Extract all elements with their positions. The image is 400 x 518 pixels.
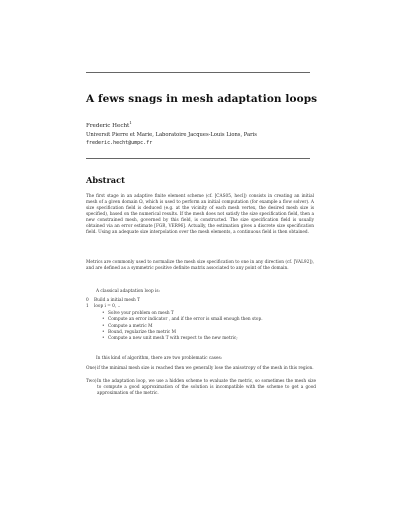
algorithm-bullet	[86, 336, 316, 342]
case-one-item	[86, 366, 316, 372]
step-text: Build a initial mesh T	[94, 298, 140, 303]
case-two-item	[86, 379, 316, 397]
after-algorithm-text: In this kind of algorithm, there are two problematic cases:	[96, 356, 223, 361]
case-text: if the minimal mesh size is reached then we generally lose the anisotropy of the mesh in this region.	[97, 366, 314, 371]
top-rule	[86, 72, 310, 73]
abstract-paragraph-2: Metrics are commonly used to normalize the mesh size specification to one in any direction (cf. [VAL92]), and are defined as a symmetric positive definite matrix associated to any point of the domain.	[86, 260, 314, 272]
bullet-text: Solve your problem on mesh T	[108, 310, 174, 316]
case-label: Two)	[86, 379, 97, 384]
author-name	[86, 120, 132, 129]
bullet-icon: •	[102, 310, 105, 316]
author-email: frederic.hecht@umpc.fr	[86, 140, 153, 146]
step-number: 1	[86, 304, 89, 310]
case-two	[86, 379, 316, 397]
step-number: 0	[86, 298, 89, 303]
bullet-text: Compute a new unit mesh T with respect to the new metric;	[108, 336, 238, 342]
author-affiliation: Universit Pierre et Marie, Laboratoire Jacques-Louis Lions, Paris	[86, 132, 257, 138]
paper-title: A fews snags in mesh adaptation loops	[86, 93, 318, 105]
abstract-heading: Abstract	[86, 175, 125, 185]
bullet-text: Bound, regularize the metric M	[108, 329, 177, 335]
case-one	[86, 366, 316, 372]
loop-intro: A classical adaptation loop is:	[96, 289, 161, 294]
case-label: One)	[86, 366, 97, 371]
case-text: In the adaptation loop, we use a hidden scheme to evaluate the metric, so sometimes the mesh size to compute a good approximation of the solution is incompatible with the scheme to get a good approximation of the metric.	[97, 379, 316, 397]
bullet-icon: •	[102, 336, 105, 342]
bullet-icon: •	[102, 317, 105, 323]
author-text: Frederic Hecht	[86, 122, 130, 129]
algorithm-block	[86, 298, 316, 343]
author-footnote-mark: 1	[129, 120, 132, 125]
bullet-text: Compute a metric M	[108, 323, 153, 329]
abstract-paragraph-1: The first stage in an adaptive finite element scheme (cf. [CAS05, hecl]) consists in creating an initial mesh of a given domain Ω, which is used to perform an initial computation (for example a flow solver). A size specification field is deduced (e.g. at the vicinity of each mesh vertex, the desired mesh size is specified), based on the numerical results. If the mesh does not satisfy the size specification field, then a new constrained mesh, governed by this field, is constructed. The size specification field is usually obtained via an error estimate [FGR, VER96]. Actually, the estimation gives a discrete size specification field. Using an adequate size interpolation over the mesh elements, a continuous field is then obtained.	[86, 194, 314, 236]
section-rule	[86, 158, 310, 159]
bullet-text: Compute an error indicator , and if the error is small enough then stop.	[108, 317, 263, 323]
step-text: loop i = 0, ..	[94, 304, 121, 310]
bullet-icon: •	[102, 323, 105, 329]
bullet-icon: •	[102, 329, 105, 335]
